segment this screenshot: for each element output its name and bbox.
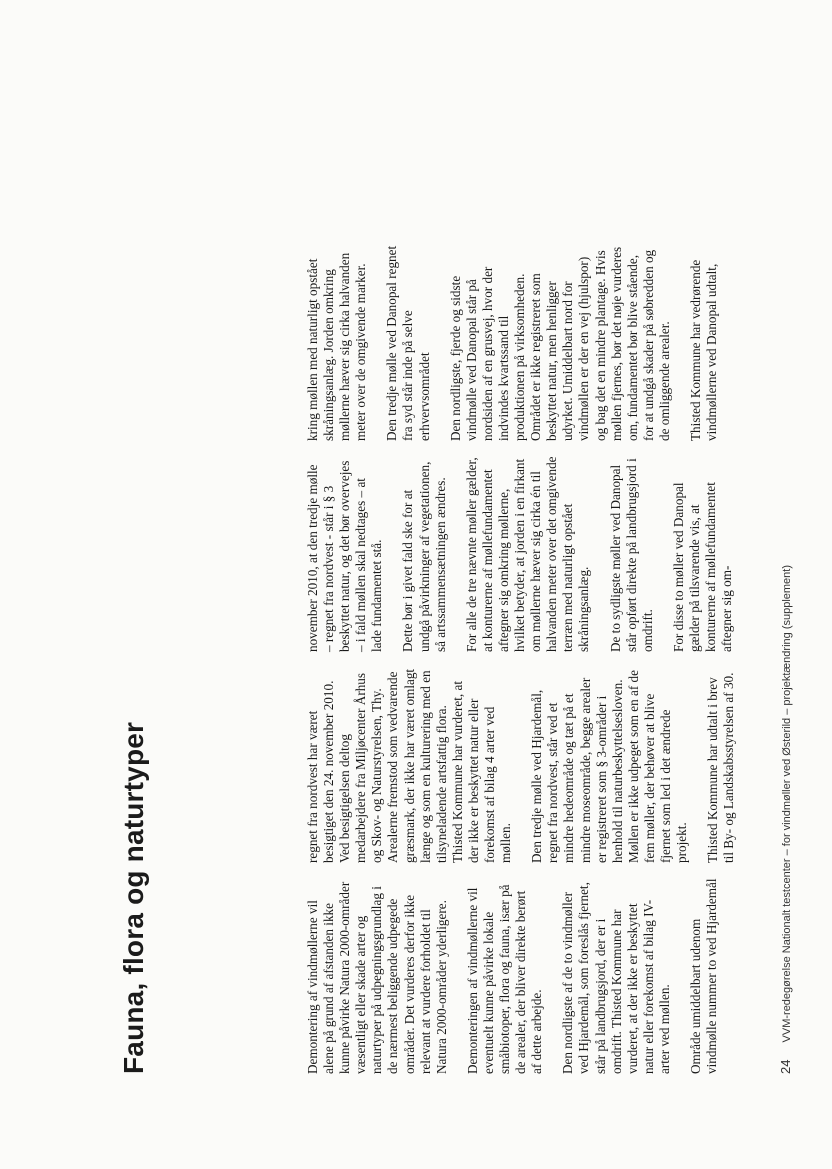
paragraph: Område umiddelbart udenom vindmølle nummer to ved Hjardemål <box>687 878 720 1074</box>
paragraph: De to sydligste møller ved Danopal står opført direkte på landbrugsjord i omdrift. <box>607 458 655 652</box>
paragraph: Thisted Kommune har vedrørende vindmøllerne ved Danopal udtalt, <box>687 259 720 441</box>
text-column-2 <box>305 667 752 863</box>
paragraph: Den tredje mølle ved Hjardemål, regnet fra nordvest, står ved et mindre hedeområde og tæt på et mindre moseområde, begge arealer er registreret som § 3-områder i henhold til naturbeskyttelsesloven. Møllen er ikke udpeget som en af de fem møller, der behøver at blive fjernet som led i det ændrede projekt. <box>529 670 690 863</box>
paragraph: regnet fra nordvest har været besigtiget den 24. november 2010. Ved besigtigelsen deltog medarbejdere fra Miljøcenter Århus og Skov- og Naturstyrelsen, Thy. Arealerne fremstod som vedvarende græsmark, der ikke har været omlagt længe og som en kulturering med en tilsyneladende artsfattig flora. Thisted Kommune har vurderet, at der ikke er beskyttet natur eller forekomst af bilag 4 arter ved møllen. <box>305 668 514 863</box>
paragraph: kring møllen med naturligt opstået skråningsanlæg. Jorden omkring møllerne hæver sig cirka halvanden meter over de omgivende marker. <box>305 252 369 441</box>
paragraph: For disse to møller ved Danopal gælder på tilsvarende vis, at konturerne af møllefundamentet aftegner sig om- <box>670 482 735 652</box>
paragraph: For alle de tre nævnte møller gælder, at konturerne af møllefundamentet aftegner sig omkring møllerne, hvilket betyder, at jorden i en firkant om møllerne hæver sig cirka én til halvanden meter over det omgivende terræn med naturligt opstået skråningsanlæg. <box>463 456 592 652</box>
page-number: 24 <box>778 1059 793 1074</box>
paragraph: Thisted Kommune har udtalt i brev til By- og Landskabsstyrelsen af 30. <box>705 672 737 863</box>
page-title: Fauna, flora og naturtyper <box>118 721 149 1074</box>
paragraph: Dette bør i givet fald ske for at undgå påvirkninger af vegetationen, så artssammensætningen ændres. <box>400 461 448 652</box>
text-column-3 <box>305 456 750 652</box>
paragraph: Demontering af vindmøllerne vil alene på grund af afstanden ikke kunne påvirke Natura 2000-områder væsentligt eller skade arter og naturtyper på udpegningsgrundlag i de nærmest beliggende udpegede områder. Det vurderes derfor ikke relevant at vurdere forholdet til Natura 2000-områder yderligere. <box>305 881 449 1074</box>
paragraph: Den nordligste, fjerde og sidste vindmølle ved Danopal står på nordsiden af en grusvej, hvor der indvindes kvartssand til produktionen på virksomheden. Området er ikke registreret som beskyttet natur, men henligger udyrket. Umiddelbart nord for vindmøllen er der en vej (hjulspor) og bag det en mindre plantage. Hvis møllen fjernes, bør det nøje vurderes om, fundamentet bør blive stående, for at undgå skader på søbredden og de omliggende arealer. <box>447 246 672 441</box>
paragraph: Den nordligste af de to vindmøller ved Hjardemål, som foreslås fjernet, står på landbrugsjord, der er i omdrift. Thisted Kommune har vurderet, at der ikke er beskyttet natur eller forekomst af bilag IV-arter ved møllen. <box>560 882 672 1074</box>
text-column-4 <box>305 245 735 441</box>
paragraph: Den tredje mølle ved Danopal regnet fra syd står inde på selve erhvervsområdet <box>384 245 432 441</box>
paragraph: Demonteringen af vindmøllerne vil eventuelt kunne påvirke lokale småbiotoper, flora og fauna, især på de arealer, der bliver direkte berørt af dette arbejde. <box>464 884 545 1074</box>
paragraph: november 2010, at den tredje mølle – regnet fra nordvest - står i § 3 beskyttet natur, og det bør overvejes – i fald møllen skal nedtages – at lade fundamentet stå. <box>305 460 385 652</box>
page-footer <box>778 565 793 1074</box>
footer-text: VVM-redegørelse Nationalt testcenter – for vindmøller ved Østerild – projektændring (supplement) <box>781 564 793 1043</box>
text-column-1 <box>305 878 735 1074</box>
